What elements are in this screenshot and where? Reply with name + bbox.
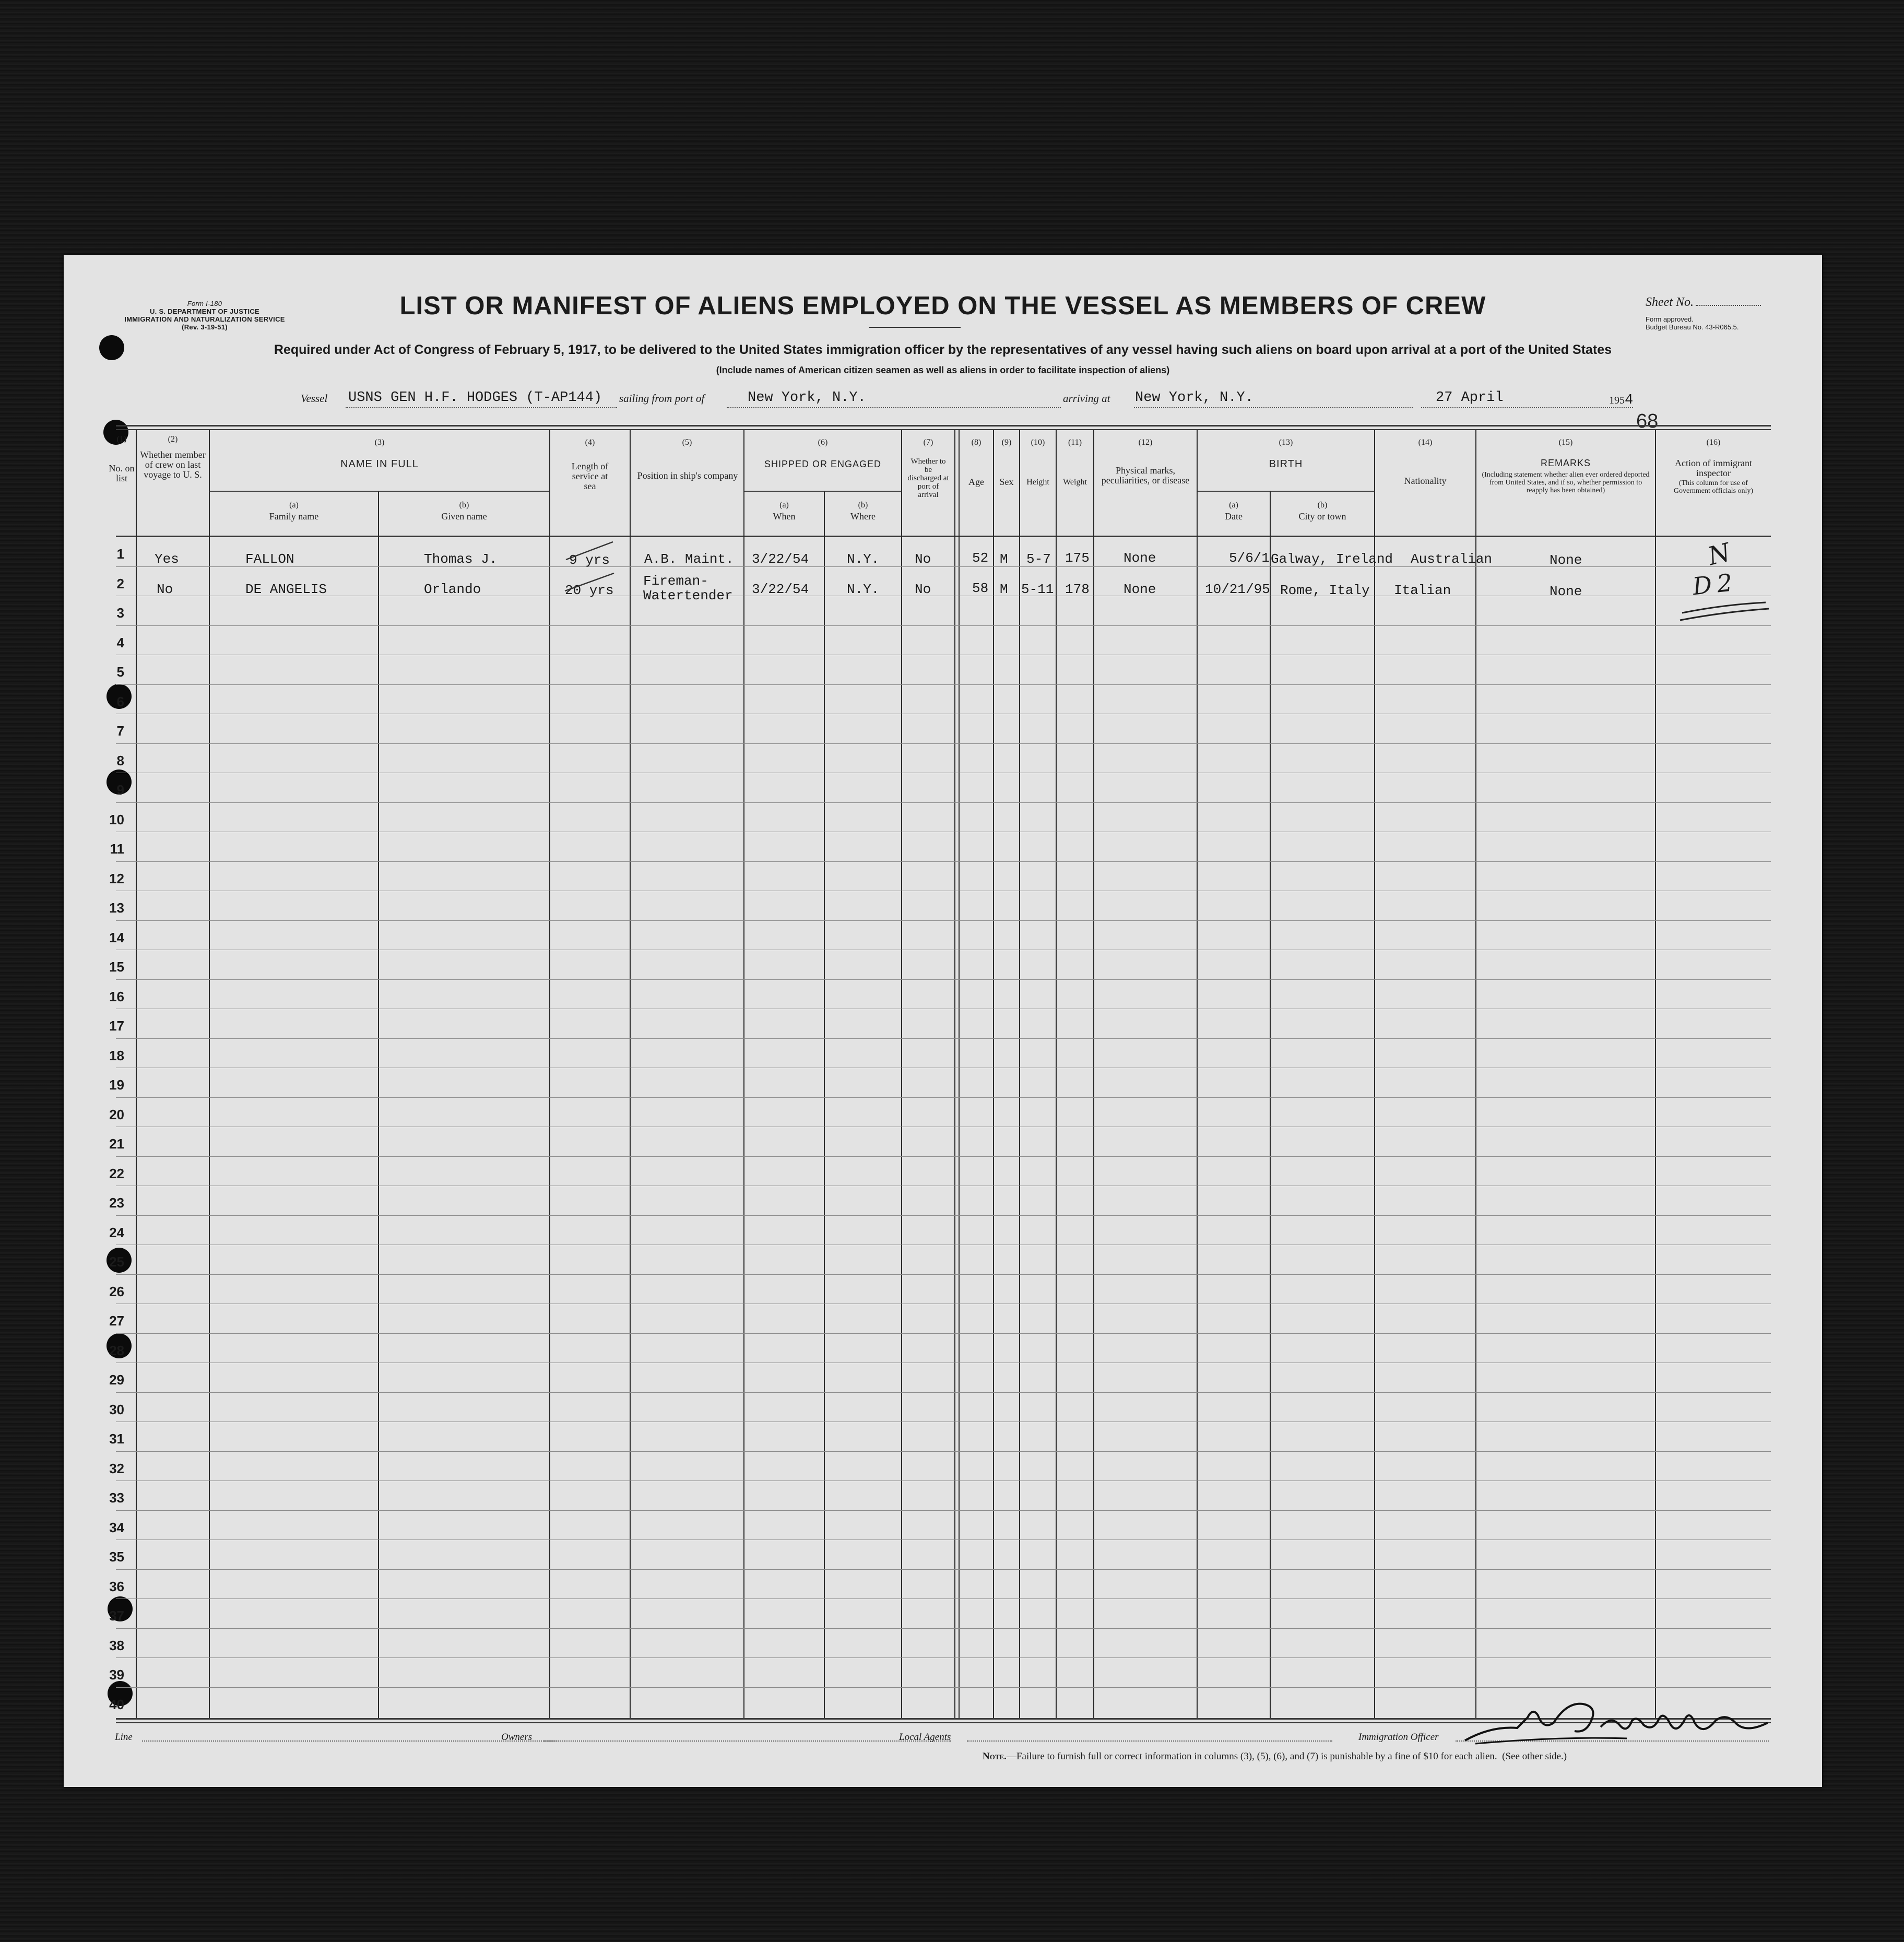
row-number: 15 — [109, 959, 124, 975]
col-divider — [824, 491, 825, 1718]
row2-remarks[interactable]: None — [1550, 584, 1582, 599]
row-number: 34 — [109, 1519, 124, 1535]
row-number: 6 — [116, 693, 124, 709]
row-number: 21 — [109, 1136, 124, 1152]
row-rule — [116, 1569, 1771, 1570]
row-rule — [116, 625, 1771, 626]
row-number: 17 — [109, 1018, 124, 1034]
row-number: 33 — [109, 1490, 124, 1506]
col16-header: Action of immigrant inspector — [1675, 458, 1752, 478]
footer-owners-label: Owners — [501, 1732, 533, 1743]
see-other-side: (See other side.) — [1502, 1751, 1567, 1762]
row-rule — [116, 1598, 1771, 1599]
col-divider — [549, 430, 550, 1718]
table-top-rule — [116, 425, 1771, 427]
col15-header: REMARKS — [1540, 458, 1591, 468]
col12-header: Physical marks, peculiarities, or disease — [1101, 465, 1190, 486]
row-number: 26 — [109, 1283, 124, 1299]
row1-given-name[interactable]: Thomas J. — [424, 551, 498, 567]
row2-position-cont[interactable]: Watertender — [643, 588, 733, 603]
col11-number: (11) — [1068, 438, 1082, 447]
row-number: 25 — [109, 1254, 124, 1270]
col10-number: (10) — [1031, 438, 1045, 447]
row-rule — [116, 920, 1771, 921]
row2-crew-member[interactable]: No — [157, 582, 173, 597]
col1-header: No. on list — [109, 463, 135, 483]
row2-position[interactable]: Fireman- — [643, 573, 708, 589]
row-number: 36 — [109, 1578, 124, 1594]
row2-nationality[interactable]: Italian — [1394, 583, 1451, 598]
officer-signature — [1454, 1686, 1778, 1749]
row-rule — [116, 743, 1771, 744]
row-number: 39 — [109, 1667, 124, 1683]
budget-approval — [1646, 315, 1739, 331]
row-number: 1 — [116, 546, 124, 562]
vessel-name[interactable]: USNS GEN H.F. HODGES (T-AP144) — [348, 390, 602, 406]
col3b-number: (b) — [459, 501, 469, 510]
col2-number: (2) — [168, 435, 178, 444]
row2-age[interactable]: 58 — [972, 581, 989, 596]
row-rule — [116, 802, 1771, 803]
note-text: —Failure to furnish full or correct information in columns (3), (5), (6), and (7) is punishable by a fine of $10 for each alien. — [1006, 1751, 1497, 1762]
row-number: 37 — [109, 1608, 124, 1624]
row-number: 24 — [109, 1224, 124, 1240]
row-number: 14 — [109, 929, 124, 945]
row-rule — [116, 684, 1771, 685]
table-top-rule-2 — [116, 429, 1771, 430]
row2-shipped-where[interactable]: N.Y. — [847, 582, 880, 597]
row-number: 4 — [116, 634, 124, 650]
col6-header: SHIPPED OR ENGAGED — [764, 459, 882, 469]
row-number: 18 — [109, 1047, 124, 1063]
row1-inspector-action: N — [1705, 537, 1734, 572]
col-divider — [378, 491, 379, 1718]
col4-number: (4) — [585, 438, 595, 447]
col7-number: (7) — [923, 438, 933, 447]
note-label: Note. — [983, 1751, 1007, 1762]
col6a-number: (a) — [779, 501, 789, 510]
vessel-label: Vessel — [301, 392, 328, 405]
row-number: 27 — [109, 1313, 124, 1329]
row-number: 3 — [116, 605, 124, 621]
row1-crew-member[interactable]: Yes — [155, 551, 179, 567]
row-number: 35 — [109, 1549, 124, 1565]
row2-birth-date[interactable]: 10/21/95 — [1205, 582, 1270, 597]
sailing-dotline — [727, 407, 1061, 408]
col16-number: (16) — [1706, 438, 1721, 447]
col8-number: (8) — [971, 438, 981, 447]
col14-header: Nationality — [1404, 476, 1447, 486]
row-number: 2 — [116, 575, 124, 591]
row2-weight[interactable]: 178 — [1065, 582, 1090, 597]
year-suffix: 4 — [1625, 393, 1634, 408]
col4-header: Length of service at sea — [571, 461, 609, 491]
row-number: 22 — [109, 1165, 124, 1181]
row-rule — [116, 1333, 1771, 1334]
col-divider — [743, 430, 744, 1718]
row-number: 23 — [109, 1195, 124, 1211]
row-rule — [116, 1156, 1771, 1157]
col-divider — [954, 430, 955, 1718]
form-subtitle-note: (Include names of American citizen seamen as well as aliens in order to facilitate inspection of aliens) — [716, 365, 1170, 375]
footer-officer-label: Immigration Officer — [1358, 1732, 1439, 1743]
row1-age[interactable]: 52 — [972, 550, 989, 566]
col16-subheader: (This column for use of Government officials only) — [1673, 479, 1754, 495]
sailing-label: sailing from port of — [619, 392, 705, 405]
row-number: 29 — [109, 1372, 124, 1388]
col13-number: (13) — [1279, 438, 1293, 447]
col-divider — [630, 430, 631, 1718]
row1-family-name[interactable]: FALLON — [245, 551, 294, 567]
row-number: 40 — [109, 1696, 124, 1712]
birth-subheader-rule — [1197, 491, 1374, 492]
row-number: 30 — [109, 1401, 124, 1417]
col-divider — [1475, 430, 1476, 1718]
budget-bureau-number: Budget Bureau No. 43-R065.5. — [1646, 323, 1739, 331]
col3-number: (3) — [374, 438, 385, 447]
row1-remarks[interactable]: None — [1550, 552, 1582, 568]
col5-number: (5) — [682, 438, 692, 447]
form-title: LIST OR MANIFEST OF ALIENS EMPLOYED ON THE VESSEL AS MEMBERS OF CREW — [399, 292, 1486, 320]
col6a-header: When — [773, 511, 796, 522]
sheet-number-field — [1646, 295, 1761, 310]
arriving-at-port[interactable]: New York, N.Y. — [1135, 390, 1253, 406]
row2-sex[interactable]: M — [1000, 582, 1008, 597]
row1-birth-date[interactable]: 5/6/1 — [1229, 550, 1270, 566]
row2-inspector-action: D2 — [1691, 567, 1739, 601]
row-number: 7 — [116, 723, 124, 739]
col6-number: (6) — [818, 438, 828, 447]
col-divider — [993, 430, 994, 1718]
inspector-underline-strokes — [1677, 594, 1771, 625]
col-divider — [1374, 430, 1375, 1718]
row1-service-length[interactable]: 9 yrs — [569, 552, 610, 568]
row2-birth-city[interactable]: Rome, Italy — [1280, 583, 1370, 598]
row-number: 16 — [109, 988, 124, 1004]
col15-number: (15) — [1558, 438, 1573, 447]
row-number: 38 — [109, 1637, 124, 1653]
department-name: U. S. DEPARTMENT OF JUSTICE — [149, 307, 260, 315]
col-divider — [901, 430, 902, 1718]
row2-shipped-when[interactable]: 3/22/54 — [752, 582, 809, 597]
arriving-label: arriving at — [1063, 392, 1110, 405]
title-underline — [869, 327, 961, 328]
form-revision: (Rev. 3-19-51) — [182, 323, 228, 331]
row-rule — [116, 1628, 1771, 1629]
row-rule — [116, 1038, 1771, 1039]
row-number: 31 — [109, 1431, 124, 1447]
sailing-from-port[interactable]: New York, N.Y. — [748, 390, 866, 406]
row-number: 19 — [109, 1077, 124, 1093]
row-number: 10 — [109, 811, 124, 827]
row1-height[interactable]: 5-7 — [1026, 551, 1051, 567]
row-rule — [116, 1392, 1771, 1393]
row-rule — [116, 1657, 1771, 1658]
row-number: 9 — [116, 782, 124, 798]
col2-header: Whether member of crew on last voyage to U. S. — [140, 449, 206, 480]
name-subheader-rule — [209, 491, 549, 492]
col-divider — [1019, 430, 1020, 1718]
row-number: 28 — [109, 1342, 124, 1358]
col6b-header: Where — [850, 511, 876, 522]
col-divider — [1056, 430, 1057, 1718]
arriving-dotline — [1134, 407, 1413, 408]
col1-number: (1) — [116, 435, 127, 444]
row-number: 13 — [109, 900, 124, 916]
year-prefix: 195 — [1609, 395, 1625, 406]
row-rule — [116, 566, 1771, 567]
row-rule — [116, 1510, 1771, 1511]
col-divider — [959, 430, 960, 1718]
row1-sex[interactable]: M — [1000, 551, 1008, 567]
footer-note — [983, 1751, 1567, 1762]
form-number: Form I-180 — [187, 300, 222, 307]
col8-header: Age — [968, 477, 984, 487]
col-divider — [1093, 430, 1094, 1718]
col-divider — [1655, 430, 1656, 1718]
shipped-subheader-rule — [743, 491, 901, 492]
manifest-sheet — [64, 255, 1822, 1787]
arrival-date[interactable]: 27 April — [1436, 390, 1504, 406]
col-divider — [136, 430, 137, 1718]
row1-position[interactable]: A.B. Maint. — [644, 551, 734, 567]
col6b-number: (b) — [858, 501, 868, 510]
col13b-header: City or town — [1298, 511, 1346, 522]
row2-height[interactable]: 5-11 — [1021, 582, 1054, 597]
row-rule — [116, 1274, 1771, 1275]
col12-number: (12) — [1138, 438, 1153, 447]
footer-agents-blank — [967, 1740, 1332, 1742]
col13-header: BIRTH — [1269, 458, 1303, 470]
row2-discharged[interactable]: No — [915, 582, 931, 597]
col3b-header: Given name — [441, 511, 487, 522]
row1-shipped-where[interactable]: N.Y. — [847, 551, 880, 567]
row1-discharged[interactable]: No — [915, 551, 931, 567]
vessel-dotline — [346, 407, 617, 408]
form-subtitle: Required under Act of Congress of February 5, 1917, to be delivered to the United States immigration officer by the representatives of any vessel having such aliens on board upon arrival at a port of the United States — [274, 342, 1612, 357]
footer-owners-blank — [544, 1740, 951, 1742]
col13a-header: Date — [1225, 511, 1243, 522]
row1-shipped-when[interactable]: 3/22/54 — [752, 551, 809, 567]
sheet-annotation: 68 — [1636, 410, 1659, 432]
date-dotline — [1421, 407, 1633, 408]
col3a-header: Family name — [269, 511, 319, 522]
col14-number: (14) — [1418, 438, 1433, 447]
sheet-number-blank[interactable] — [1696, 305, 1761, 306]
header-bottom-rule — [116, 536, 1771, 537]
footer-local-agents-label: Local Agents — [899, 1732, 951, 1743]
row1-weight[interactable]: 175 — [1065, 550, 1090, 566]
row2-given-name[interactable]: Orlando — [424, 582, 481, 597]
sheet-number-label: Sheet No. — [1646, 295, 1694, 309]
row2-family-name[interactable]: DE ANGELIS — [245, 582, 327, 597]
form-approved-text: Form approved. — [1646, 315, 1694, 323]
service-strike-marks — [551, 539, 630, 601]
row1-nationality[interactable]: Australian — [1411, 551, 1493, 567]
row-number: 12 — [109, 870, 124, 886]
service-name: IMMIGRATION AND NATURALIZATION SERVICE — [124, 315, 285, 323]
col11-header: Weight — [1063, 478, 1087, 487]
col3a-number: (a) — [289, 501, 299, 510]
row-rule — [116, 1451, 1771, 1452]
row2-service-length[interactable]: 20 yrs — [565, 583, 614, 598]
row-number: 11 — [110, 841, 124, 857]
row1-physical-marks[interactable]: None — [1124, 550, 1156, 566]
row-rule — [116, 861, 1771, 862]
col5-header: Position in ship's company — [637, 470, 738, 481]
col-divider — [1197, 430, 1198, 1718]
row2-physical-marks[interactable]: None — [1124, 582, 1156, 597]
col7-header: Whether to be discharged at port of arrival — [907, 457, 949, 499]
col9-header: Sex — [999, 477, 1014, 487]
col13b-number: (b) — [1317, 501, 1328, 510]
col9-number: (9) — [1001, 438, 1012, 447]
col15-subheader: (Including statement whether alien ever ordered deported from United States, and if so, whether permission to reapply has been obtained) — [1482, 471, 1650, 494]
footer-line-label: Line — [115, 1732, 133, 1743]
row1-birth-city[interactable]: Galway, Ireland — [1271, 551, 1393, 567]
row-number: 5 — [116, 664, 124, 680]
row-rule — [116, 1097, 1771, 1098]
col-divider — [209, 430, 210, 1718]
row-rule — [116, 1215, 1771, 1216]
col10-header: Height — [1026, 478, 1049, 487]
arrival-year[interactable] — [1609, 393, 1633, 408]
row-rule — [116, 979, 1771, 980]
col3-header: NAME IN FULL — [340, 458, 419, 470]
row-number: 8 — [116, 752, 124, 768]
row-number: 20 — [109, 1106, 124, 1122]
row-number: 32 — [109, 1460, 124, 1476]
col-divider — [1270, 491, 1271, 1718]
col13a-number: (a) — [1229, 501, 1238, 510]
